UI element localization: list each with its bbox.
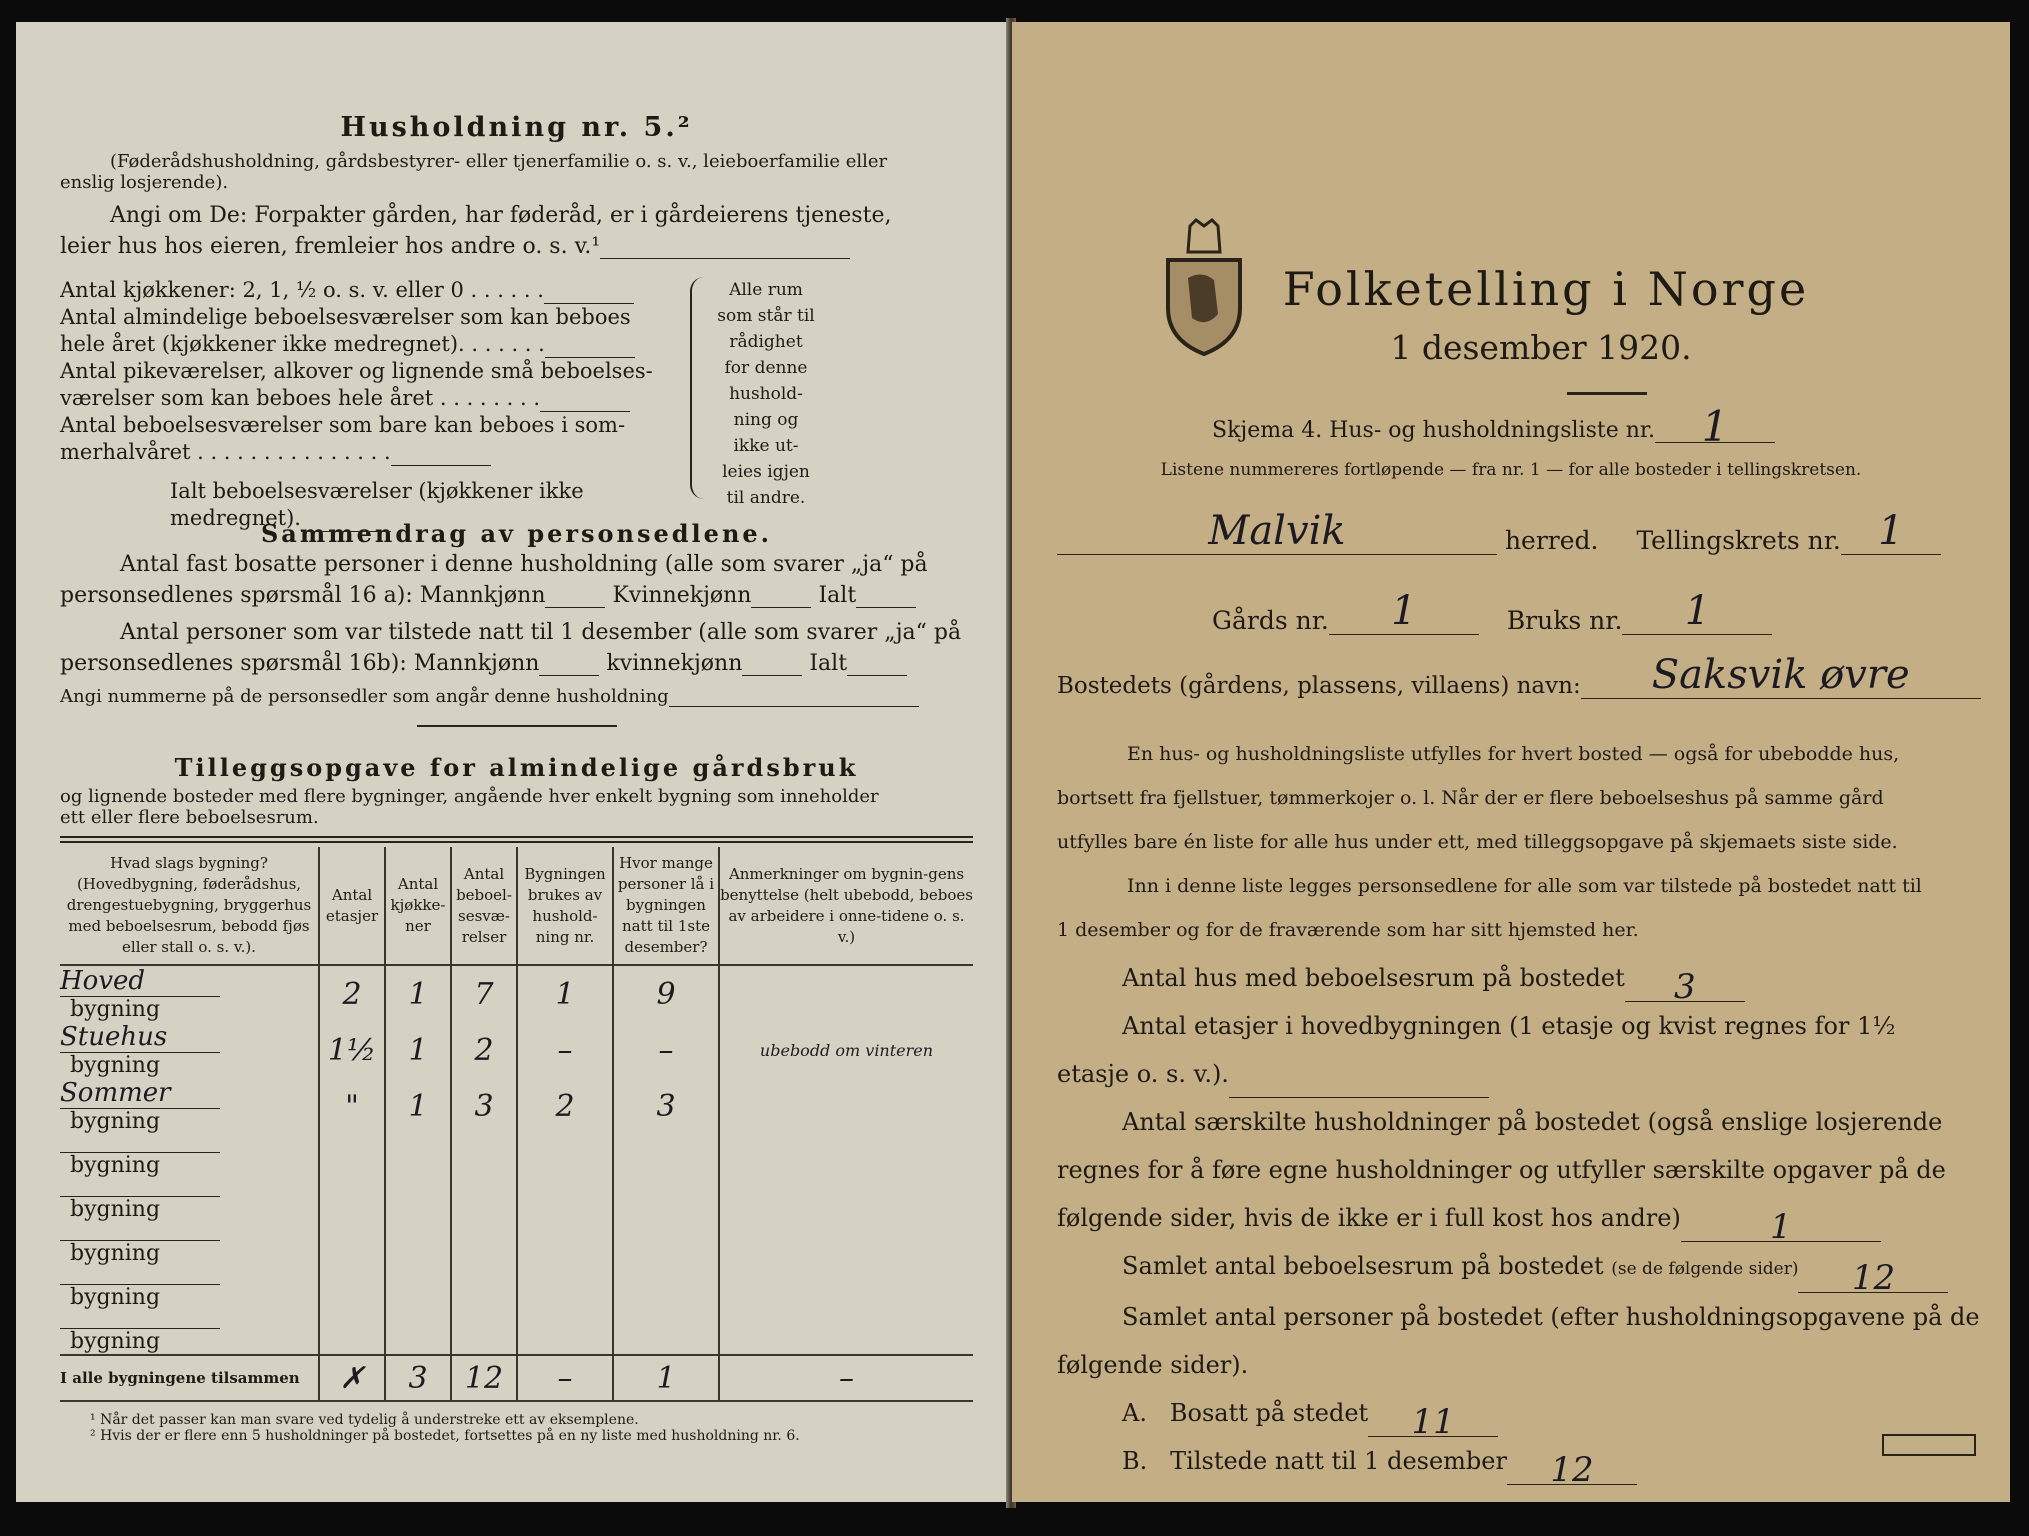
cell-etasjer[interactable]: " xyxy=(319,1078,385,1134)
q2-line-b: etasje o. s. v.). xyxy=(1057,1050,1987,1098)
q5-line: Samlet antal personer på bostedet (efter husholdningsopgavene på de xyxy=(1122,1303,1980,1331)
brace-note xyxy=(716,277,816,511)
gards-line: Gårds nr. 1 Bruks nr. 1 xyxy=(1212,588,1972,635)
cell-pers[interactable]: 9 xyxy=(613,965,719,1022)
questions xyxy=(1057,954,1987,1490)
krets-value[interactable]: 1 xyxy=(1841,508,1941,555)
building-row xyxy=(60,1222,973,1266)
summer-rooms-line-b: merhalvåret . . . . . . . . . . . . . . . xyxy=(60,439,700,466)
title-rule xyxy=(1567,392,1647,395)
cell-rum[interactable] xyxy=(451,1178,517,1222)
cell-kjokken[interactable]: 1 xyxy=(385,965,451,1022)
cell-rum[interactable]: 7 xyxy=(451,965,517,1022)
q3-line-b: regnes for å føre egne husholdninger og utfyller særskilte opgaver på de xyxy=(1057,1156,1946,1184)
building-row xyxy=(60,1022,973,1078)
building-type-cell xyxy=(60,1310,319,1355)
cell-etasjer[interactable]: 1½ xyxy=(319,1022,385,1078)
building-type-value[interactable]: Hoved xyxy=(60,966,220,997)
brace-note-line: rådighet xyxy=(729,332,803,352)
skjema-line: Skjema 4. Hus- og husholdningsliste nr. 1 xyxy=(1212,412,1912,443)
bruks-value[interactable]: 1 xyxy=(1622,588,1772,635)
cell-hush[interactable]: 2 xyxy=(517,1078,613,1134)
table-rule xyxy=(60,836,973,843)
tillegg-line-2: ett eller flere beboelsesrum. xyxy=(60,807,319,828)
cell-anm[interactable] xyxy=(719,1222,973,1266)
cell-pers[interactable] xyxy=(613,1134,719,1178)
cell-hush[interactable] xyxy=(517,1310,613,1355)
cell-kjokken[interactable] xyxy=(385,1266,451,1310)
brace-note-line: for denne xyxy=(724,358,808,378)
summary-line-3: Antal personer som var tilstede natt til 1 desember (alle som svarer „ja“ på xyxy=(120,620,962,645)
summary-line-5: Angi nummerne på de personsedler som angår denne husholdning xyxy=(60,686,973,707)
cell-pers[interactable]: 3 xyxy=(613,1078,719,1134)
bosted-value[interactable]: Saksvik øvre xyxy=(1581,652,1981,699)
total-etasjer[interactable]: ✗ xyxy=(319,1355,385,1401)
building-row xyxy=(60,1134,973,1178)
qb-value[interactable]: 12 xyxy=(1507,1456,1637,1485)
cell-pers[interactable] xyxy=(613,1266,719,1310)
cell-hush[interactable] xyxy=(517,1222,613,1266)
q3-line-c: følgende sider, hvis de ikke er i full kost hos andre) 1 xyxy=(1057,1194,1987,1242)
listene-note: Listene nummereres fortløpende — fra nr. 1 — for alle bosteder i tellingskretsen. xyxy=(1160,460,1862,480)
cell-anm[interactable] xyxy=(719,1134,973,1178)
building-word: bygning xyxy=(70,1329,161,1354)
summary-line-1: Antal fast bosatte personer i denne husholdning (alle som svarer „ja“ på xyxy=(120,552,928,577)
cell-rum[interactable] xyxy=(451,1222,517,1266)
room-counts xyxy=(60,277,973,530)
kitchen-line: Antal kjøkkener: 2, 1, ½ o. s. v. eller 0 . . . . . . xyxy=(60,277,700,304)
q3-value[interactable]: 1 xyxy=(1681,1213,1881,1242)
building-type-value[interactable]: Stuehus xyxy=(60,1022,220,1053)
household-subtitle: (Føderådshusholdning, gårdsbestyrer- eller tjenerfamilie o. s. v., leieboerfamilie eller xyxy=(110,151,888,172)
col-header-type-text: Hvad slags bygning? (Hovedbygning, føderådshus, drengestuebygning, bryggerhus med beboelsesrum, bebodd fjøs eller stall o. s. v.). xyxy=(66,854,312,956)
angi-line-1: Angi om De: Forpakter gården, har føderåd, er i gårdeierens tjeneste, xyxy=(110,203,892,228)
small-rooms-line-b: værelser som kan beboes hele året . . . . . . . . xyxy=(60,385,700,412)
col-header-pers: Hvor mange personer lå i bygningen natt til 1ste desember? xyxy=(613,847,719,965)
cell-anm[interactable] xyxy=(719,1310,973,1355)
cell-rum[interactable]: 3 xyxy=(451,1078,517,1134)
printer-stamp xyxy=(1882,1434,1976,1456)
col-header-etasjer: Antal etasjer xyxy=(319,847,385,965)
bosted-line: Bostedets (gårdens, plassens, villaens) navn: Saksvik øvre xyxy=(1057,652,2007,699)
cell-rum[interactable] xyxy=(451,1310,517,1355)
building-word: bygning xyxy=(70,1197,161,1222)
total-label: I alle bygningene tilsammen xyxy=(60,1369,300,1387)
building-type-cell xyxy=(60,1222,319,1266)
col-header-type xyxy=(60,847,319,965)
q1-line: Antal hus med beboelsesrum på bostedet 3 xyxy=(1057,954,1987,1002)
cell-anm[interactable] xyxy=(719,1178,973,1222)
building-type-cell xyxy=(60,1266,319,1310)
cell-pers[interactable] xyxy=(613,1222,719,1266)
instructions: En hus- og husholdningsliste utfylles for hvert bosted — også for ubebodde hus, bortsett fra fjellstuer, tømmerkojer o. l. Når der er flere beboelseshus på samme gård utfylles bare én liste for alle hus under ett, med tilleggsopgave på skjemaets siste side. Inn i denne liste legges personsedlene for alle som var tilstede på bostedet natt til 1 desember og for de fraværende som har sitt hjemsted her. xyxy=(1057,743,1922,941)
brace-note-line: til andre. xyxy=(726,488,806,508)
col-header-anm: Anmerkninger om bygnin-gens benyttelse (helt ubebodd, beboes av arbeidere i onne-tidene o. s. v.) xyxy=(719,847,973,965)
cell-kjokken[interactable] xyxy=(385,1134,451,1178)
cell-kjokken[interactable]: 1 xyxy=(385,1022,451,1078)
brace-note-line: ikke ut- xyxy=(733,436,799,456)
building-word: bygning xyxy=(70,997,161,1022)
footnote-1: ¹ Når det passer kan man svare ved tydelig å understreke ett av eksemplene. xyxy=(90,1412,639,1428)
cell-hush[interactable]: 1 xyxy=(517,965,613,1022)
cell-pers[interactable]: – xyxy=(613,1022,719,1078)
cell-anm[interactable] xyxy=(719,1078,973,1134)
cell-kjokken[interactable] xyxy=(385,1310,451,1355)
cell-etasjer[interactable] xyxy=(319,1134,385,1178)
angi-field[interactable] xyxy=(600,258,850,259)
summary-line-4: personsedlenes spørsmål 16b): Mannkjønn kvinnekjønn Ialt xyxy=(60,651,973,676)
building-type-value[interactable]: Sommer xyxy=(60,1078,220,1109)
total-rum[interactable]: 12 xyxy=(451,1355,517,1401)
building-row xyxy=(60,1178,973,1222)
herred-value[interactable]: Malvik xyxy=(1057,508,1497,555)
brace-note-line: som står til xyxy=(717,306,815,326)
total-rooms-line: Ialt beboelsesværelser (kjøkkener ikke medregnet). xyxy=(170,479,584,530)
cell-anm[interactable]: ubebodd om vinteren xyxy=(719,1022,973,1078)
cell-rum[interactable]: 2 xyxy=(451,1022,517,1078)
building-word: bygning xyxy=(70,1285,161,1310)
summary-line-2: personsedlenes spørsmål 16 a): Mannkjønn Kvinnekjønn Ialt xyxy=(60,583,973,608)
building-word: bygning xyxy=(70,1153,161,1178)
cell-etasjer[interactable]: 2 xyxy=(319,965,385,1022)
qa-line: A. Bosatt på stedet 11 xyxy=(1057,1389,1987,1437)
col-header-kjokken: Antal kjøkke-ner xyxy=(385,847,451,965)
left-page xyxy=(16,22,1009,1502)
building-type-cell xyxy=(60,965,319,1022)
building-type-cell xyxy=(60,1178,319,1222)
right-page xyxy=(1012,22,2010,1502)
building-row xyxy=(60,1266,973,1310)
q5-line-b: følgende sider). xyxy=(1057,1351,1249,1379)
q1-value[interactable]: 3 xyxy=(1625,973,1745,1002)
building-word: bygning xyxy=(70,1109,161,1134)
cell-hush[interactable] xyxy=(517,1266,613,1310)
cell-anm[interactable] xyxy=(719,965,973,1022)
gards-value[interactable]: 1 xyxy=(1329,588,1479,635)
qa-value[interactable]: 11 xyxy=(1368,1408,1498,1437)
total-hush[interactable]: – xyxy=(517,1355,613,1401)
cell-hush[interactable] xyxy=(517,1178,613,1222)
skjema-value[interactable]: 1 xyxy=(1655,412,1775,443)
total-anm[interactable]: – xyxy=(719,1355,973,1401)
building-type-cell xyxy=(60,1134,319,1178)
building-word: bygning xyxy=(70,1053,161,1078)
q3-line: Antal særskilte husholdninger på bostedet (også enslige losjerende xyxy=(1122,1108,1943,1136)
building-type-cell xyxy=(60,1022,319,1078)
qb-line: B. Tilstede natt til 1 desember 12 xyxy=(1057,1437,1987,1485)
cell-kjokken[interactable] xyxy=(385,1222,451,1266)
rooms-line: Antal almindelige beboelsesværelser som kan beboes xyxy=(60,305,631,329)
building-word: bygning xyxy=(70,1241,161,1266)
footnote-2: ² Hvis der er flere enn 5 husholdninger på bostedet, fortsettes på en ny liste med husholdning nr. 6. xyxy=(90,1428,800,1444)
col-header-rum: Antal beboel-sesvæ-relser xyxy=(451,847,517,965)
cell-hush[interactable]: – xyxy=(517,1022,613,1078)
q2-line: Antal etasjer i hovedbygningen (1 etasje og kvist regnes for 1½ xyxy=(1122,1012,1896,1040)
cell-hush[interactable] xyxy=(517,1134,613,1178)
rooms-line-b: hele året (kjøkkener ikke medregnet). . . . . . . xyxy=(60,331,700,358)
building-row xyxy=(60,1078,973,1134)
cell-pers[interactable] xyxy=(613,1178,719,1222)
census-title: Folketelling i Norge xyxy=(1282,262,1810,316)
cell-kjokken[interactable] xyxy=(385,1178,451,1222)
household-subtitle-2: enslig losjerende). xyxy=(60,172,229,193)
tillegg-line-1: og lignende bosteder med flere bygninger, angående hver enkelt bygning som inneholder xyxy=(60,786,879,807)
q4-line: Samlet antal beboelsesrum på bostedet (se de følgende sider) 12 xyxy=(1057,1242,1987,1293)
cell-rum[interactable] xyxy=(451,1134,517,1178)
census-date: 1 desember 1920. xyxy=(1390,328,1692,367)
cell-etasjer[interactable] xyxy=(319,1222,385,1266)
sammendrag-title: Sammendrag av personsedlene. xyxy=(260,519,773,548)
building-row xyxy=(60,965,973,1022)
angi-line-2: leier hus hos eieren, fremleier hos andre o. s. v.¹ xyxy=(60,234,973,259)
building-table xyxy=(60,847,973,1402)
brace-note-line: leies igjen xyxy=(722,462,810,482)
cell-anm[interactable] xyxy=(719,1266,973,1310)
cell-kjokken[interactable]: 1 xyxy=(385,1078,451,1134)
brace-note-line: Alle rum xyxy=(729,280,803,300)
total-pers[interactable]: 1 xyxy=(613,1355,719,1401)
cell-etasjer[interactable] xyxy=(319,1266,385,1310)
col-header-hush: Bygningen brukes av hushold-ning nr. xyxy=(517,847,613,965)
cell-etasjer[interactable] xyxy=(319,1178,385,1222)
brace-note-line: hushold- xyxy=(729,384,803,404)
building-type-cell xyxy=(60,1078,319,1134)
household-title: Husholdning nr. 5.² xyxy=(340,112,693,143)
q4-value[interactable]: 12 xyxy=(1798,1264,1948,1293)
cell-etasjer[interactable] xyxy=(319,1310,385,1355)
small-rooms-line: Antal pikeværelser, alkover og lignende små beboelses- xyxy=(60,359,653,383)
summer-rooms-line: Antal beboelsesværelser som bare kan beboes i som- xyxy=(60,413,626,437)
divider xyxy=(417,725,617,727)
building-row xyxy=(60,1310,973,1355)
brace-note-line: ning og xyxy=(733,410,799,430)
cell-pers[interactable] xyxy=(613,1310,719,1355)
total-kjokken[interactable]: 3 xyxy=(385,1355,451,1401)
tillegg-title: Tilleggsopgave for almindelige gårdsbruk xyxy=(174,753,859,782)
herred-line: Malvik herred. Tellingskrets nr. 1 xyxy=(1057,508,1987,555)
cell-rum[interactable] xyxy=(451,1266,517,1310)
